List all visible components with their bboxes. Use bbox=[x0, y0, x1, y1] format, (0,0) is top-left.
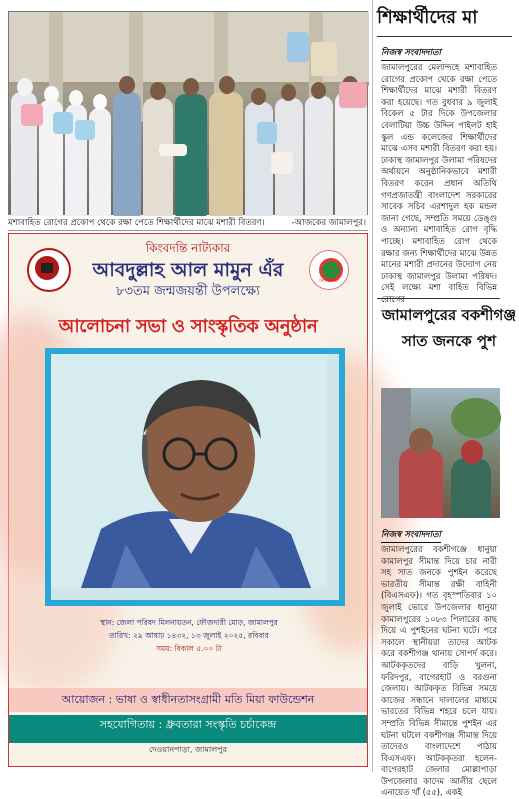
portrait-illustration bbox=[51, 354, 327, 588]
article-body: জামালপুরের মেলান্দহে মশাবাহিত রোগের প্রকোপ থেকে রক্ষা পেতে শিক্ষার্থীদের মাঝে মশারী বিতরণ করা হয়েছে। গত বুধবার ৯ জুলাই বিকেল ৫ টার দিকে উপজেলার বেলাটিয়া উচ্চ উদ্দিন পাইলট হাই স্কুল এন্ড কলেজের শিক্ষার্থীদের মাঝে এসব মশারী বিতরণ করা হয়। ঢাকাস্থ জামালপুর উলামা পরিষদের অর্থায়নে অনুষ্ঠানিকভাবে মশারী বিতরণ করেন প্রধান অতিথি গণপ্রজাতন্ত্রী বাংলাদেশ সরকারের সাবেক সচিব এরশাদুল হক মন্ডল জানা গেছে, সম্প্রতি সময়ে ডেঙ্গু ও অন্যান্য মশাবাহিত রোগ বৃদ্ধি পাচ্ছে। মশাবাহিত রোগ থেকে রক্ষার জন্য শিক্ষার্থীদের মাঝে উন্নত মানের মশারী প্রদানের উদ্যোগ নেয় ঢাকাস্থ জামালপুর উলামা পরিষদ। সেই লক্ষ্যে মশা বাহিত বিভিন্ন bbox=[381, 62, 497, 293]
organizer-bar: আয়োজন : ভাষা ও স্বাধীনতাসংগ্রামী মতি মিয়া ফাউন্ডেশন bbox=[9, 688, 367, 712]
article-divider bbox=[377, 298, 500, 299]
byline: নিজস্ব সংবাদদাতা bbox=[381, 46, 441, 61]
event-poster bbox=[8, 233, 368, 767]
caption-text: মশাবাহিত রোগের প্রকোপ থেকে রক্ষা পেতে শিক্ষার্থীদের মাঝে মশারী বিতরণ। bbox=[8, 218, 265, 228]
event-date: তারিখ: ২৯ আষাঢ় ১৪৩২, ১৩ জুলাই ২০২৫, রবিবার bbox=[109, 631, 269, 640]
event-venue: স্থান: জেলা পরিষদ মিলনায়তন, ফৌজদারী মোড়, জামালপুর bbox=[100, 618, 278, 627]
column-divider bbox=[372, 0, 373, 772]
photo-credit: -আজকের জামালপুর। bbox=[291, 218, 366, 228]
news-photo-pushin bbox=[381, 388, 500, 518]
headline-line-1: জামালপুরের বকশীগঞ্জ bbox=[381, 306, 517, 324]
poster-title: আলোচনা সভা ও সাংস্কৃতিক অনুষ্ঠান bbox=[58, 316, 318, 337]
poster-occasion: ৮৩তম জন্মজয়ন্তী উপলক্ষ্যে bbox=[116, 284, 260, 299]
right-news-column bbox=[377, 0, 517, 798]
photo-caption bbox=[8, 215, 368, 231]
article-pushin bbox=[381, 522, 497, 799]
article-body: জামালপুরের বকশীগঞ্জে ধানুয়া কামালপুর সীমান্ত দিয়ে চার নারী সহ সাত জনকে পুশইন করেছে ভারতীয় সীমান্ত রক্ষী বাহিনী (বিএসএফ)। গত বৃহস্পতিবার ১০ জুলাই ভোরে উপজেলার ধানুয়া কামালপুরের ১০৮৩ পিলারের কাছ দিয়ে এ পুশইনের ঘটনা ঘটে। পরে সকালে স্থানীয়রা তাদের আটক করে বকশীগঞ্জ থানায় সোপর্দ করে। আটককৃতদের বাড়ি খুলনা, ফরিদপুর, বাগেরহাট ও বরগুনা জেলায়। আটককৃত বিভিন্ন সময়ে কাজের সন্ধানে দালালের মাধ্যমে ভারতের বিভিন্ন শহরে চলে যায়। সম্প্রতি বিভিন্ন সীমান্তে পুশইন এর ঘটনা ঘটলে বকশীগঞ্জ সীমান্ত দিয়ে তাদেরও বাংলাদেশে পাঠায় বিএসএফ। আটককৃতরা হলেন- বাগেরহাট জেলার মোল্লাপাড়া উপজেলার কাদেম আলীর ছেলে এনায়েত খাঁ (৫৫), একই bbox=[381, 544, 497, 798]
cooperation-text: সহযোগিতায় : ধ্রুবতারা সংস্কৃতি চর্চাকেন্দ্র bbox=[99, 718, 277, 731]
headline-line-2: সাত জনকে পুশ bbox=[402, 332, 496, 350]
event-details bbox=[45, 616, 333, 668]
news-photo-net-distribution bbox=[8, 11, 368, 215]
poster-honoree-name: আবদুল্লাহ আল মামুন এঁর bbox=[92, 259, 284, 281]
article-net-distribution bbox=[381, 40, 497, 305]
cooperation-address: দেওয়ানপাড়া, জামালপুর bbox=[148, 745, 228, 754]
event-time: সময়: বিকাল ৫.০০ টা bbox=[156, 644, 222, 653]
honoree-portrait bbox=[45, 348, 345, 606]
cooperation-bar bbox=[9, 715, 367, 743]
headline-pushin bbox=[379, 302, 519, 354]
poster-subtitle: কিংবদন্তি নাট্যকার bbox=[145, 241, 231, 255]
byline: নিজস্ব সংবাদদাতা bbox=[381, 528, 441, 543]
partner-badge: ঢংগাঁপাড়া bbox=[309, 250, 349, 290]
headline-net-distribution: শিক্ষার্থীদের মা bbox=[377, 0, 512, 37]
